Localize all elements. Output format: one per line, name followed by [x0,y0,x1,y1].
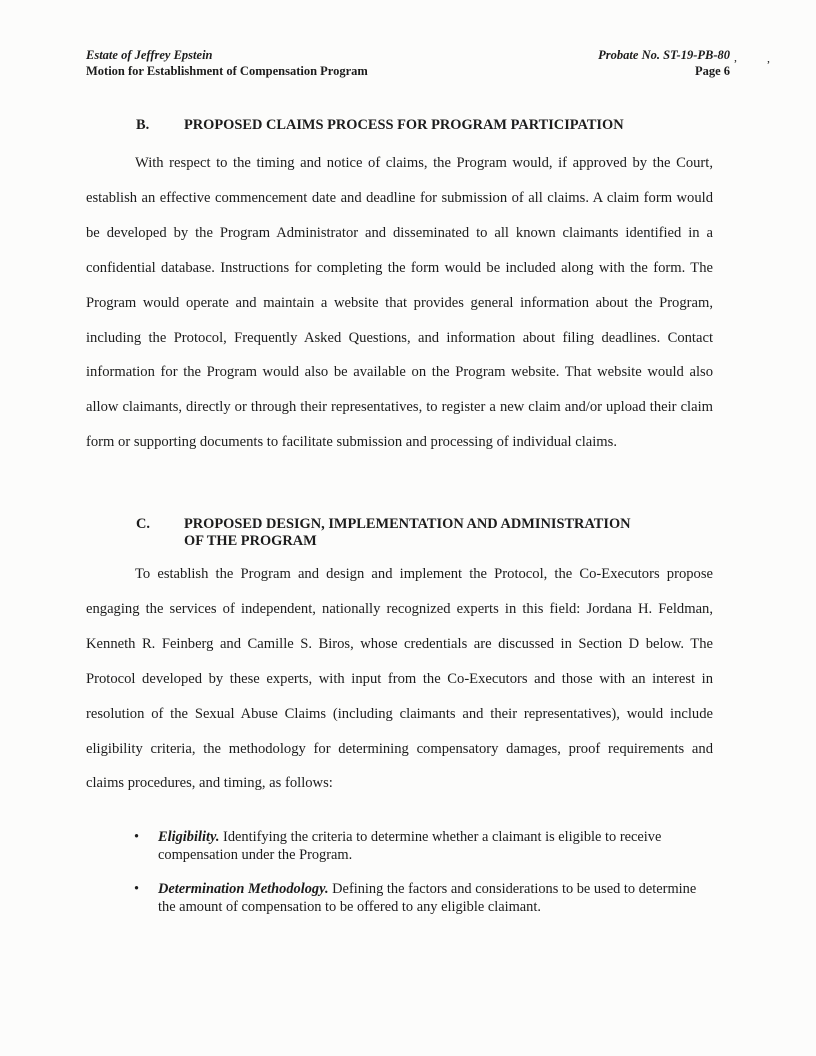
page-header-left [86,47,368,79]
probate-number: Probate No. ST-19-PB-80 [598,48,730,62]
bullet-text: Identifying the criteria to determine whether a claimant is eligible to receive compensation under the Program. [158,829,662,863]
bullet-list [134,828,704,932]
list-item-content [158,828,704,864]
section-title-line-1: PROPOSED DESIGN, IMPLEMENTATION AND ADMINISTRATION [184,516,631,532]
section-c-paragraph: To establish the Program and design and implement the Protocol, the Co-Executors propose engaging the services of independent, nationally recognized experts in this field: Jordana H. Feldman, Kenneth R. Feinberg and Camille S. Biros, whose credentials are discussed in Section D below. The Protocol developed by these experts, with input from the Co-Executors and those with an interest in resolution of the Sexual Abuse Claims (including claimants and their representatives), would include eligibility criteria, the methodology for determining compensatory damages, proof requirements and claims procedures, and timing, as follows: [86,566,713,792]
section-b-heading [136,117,624,134]
section-title [184,516,631,550]
bullet-text: Defining the factors and considerations to be used to determine the amount of compensation to be offered to any eligible claimant. [158,881,697,915]
bullet-icon: • [134,881,140,897]
page-number: Page 6 [694,64,730,78]
section-title-line-2: OF THE PROGRAM [184,533,317,549]
page-header-right [598,47,730,79]
section-c-heading [136,516,631,550]
section-letter: C. [136,516,150,532]
margin-mark: , [734,50,737,64]
case-name: Estate of Jeffrey Epstein [86,48,213,62]
document-title: Motion for Establishment of Compensation Program [86,64,368,78]
list-item [134,828,704,864]
list-item [134,880,704,916]
section-letter: B. [136,117,150,133]
bullet-icon: • [134,829,140,845]
bullet-term: Determination Methodology. [158,881,329,897]
margin-mark: , [767,51,770,65]
section-b-paragraph: With respect to the timing and notice of claims, the Program would, if approved by the Court, establish an effective commencement date and deadline for submission of all claims. A claim form would be developed by the Program Administrator and disseminated to all known claimants identified in a confidential database. Instructions for completing the form would be included along with the form. The Program would operate and maintain a website that provides general information about the Program, including the Protocol, Frequently Asked Questions, and information about filing deadlines. Contact information for the Program would also be available on the Program website. That website would also allow claimants, directly or through their representatives, to register a new claim and/or upload their claim form or supporting documents to facilitate submission and processing of individual claims. [86,155,713,451]
section-title: PROPOSED CLAIMS PROCESS FOR PROGRAM PARTICIPATION [184,117,624,133]
list-item-content [158,880,704,916]
bullet-term: Eligibility. [158,829,220,845]
